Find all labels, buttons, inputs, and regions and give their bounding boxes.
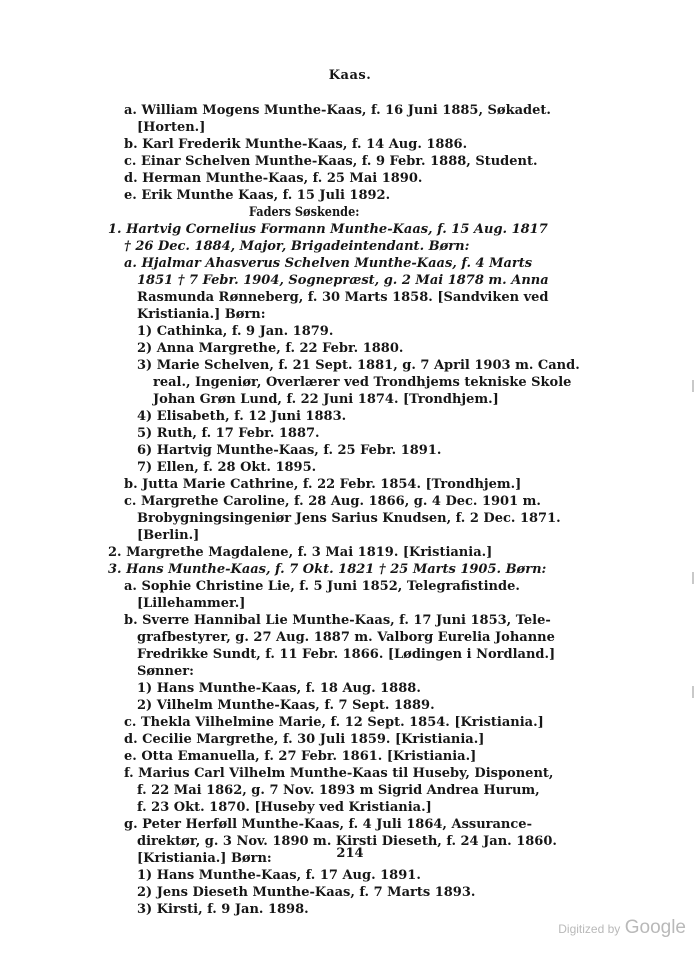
entry-line: 6) Hartvig Munthe-Kaas, f. 25 Febr. 1891. xyxy=(137,443,442,458)
entry-line: a. Sophie Christine Lie, f. 5 Juni 1852, Telegrafistinde. xyxy=(124,579,520,594)
entry-line: 1) Hans Munthe-Kaas, f. 18 Aug. 1888. xyxy=(137,681,421,696)
entry-line: 2) Vilhelm Munthe-Kaas, f. 7 Sept. 1889. xyxy=(137,698,435,713)
entry-line: Sønner: xyxy=(137,664,194,679)
watermark-brand: Google xyxy=(624,917,686,938)
entry-line: Kristiania.] Børn: xyxy=(137,307,266,322)
entry-line: 1) Cathinka, f. 9 Jan. 1879. xyxy=(137,324,334,339)
entry-line: c. Thekla Vilhelmine Marie, f. 12 Sept. 1854. [Kristiania.] xyxy=(124,715,544,730)
entry-line: [Lillehammer.] xyxy=(137,596,246,611)
entry-line: c. Einar Schelven Munthe-Kaas, f. 9 Febr. 1888, Student. xyxy=(124,154,538,169)
entry-line: 3) Kirsti, f. 9 Jan. 1898. xyxy=(137,902,309,917)
entry-line: b. Jutta Marie Cathrine, f. 22 Febr. 1854. [Trondhjem.] xyxy=(124,477,522,492)
entry-line: 1) Hans Munthe-Kaas, f. 17 Aug. 1891. xyxy=(137,868,421,883)
entry-line: g. Peter Herføll Munthe-Kaas, f. 4 Juli 1864, Assurance- xyxy=(124,817,532,832)
entry-line: [Berlin.] xyxy=(137,528,200,543)
entry-line: f. 22 Mai 1862, g. 7 Nov. 1893 m Sigrid Andrea Hurum, xyxy=(137,783,540,798)
entry-line: 2. Margrethe Magdalene, f. 3 Mai 1819. [Kristiania.] xyxy=(108,545,493,560)
entry-line: 5) Ruth, f. 17 Febr. 1887. xyxy=(137,426,320,441)
entry-line: 1. Hartvig Cornelius Formann Munthe-Kaas, f. 15 Aug. 1817 xyxy=(108,222,548,237)
entry-line: e. Erik Munthe Kaas, f. 15 Juli 1892. xyxy=(124,188,391,203)
entry-line: 4) Elisabeth, f. 12 Juni 1883. xyxy=(137,409,347,424)
digitized-watermark xyxy=(558,917,686,939)
section-heading: Faders Søskende: xyxy=(248,205,360,220)
entry-line: † 26 Dec. 1884, Major, Brigadeintendant. Børn: xyxy=(124,239,470,254)
page-edge-mark xyxy=(692,380,694,392)
entry-line: 1851 † 7 Febr. 1904, Sognepræst, g. 2 Mai 1878 m. Anna xyxy=(137,273,549,288)
entry-line: c. Margrethe Caroline, f. 28 Aug. 1866, g. 4 Dec. 1901 m. xyxy=(124,494,541,509)
page-title: Kaas. xyxy=(328,68,372,83)
entry-line: [Horten.] xyxy=(137,120,206,135)
entry-line: grafbestyrer, g. 27 Aug. 1887 m. Valborg Eurelia Johanne xyxy=(137,630,555,645)
entry-line: 7) Ellen, f. 28 Okt. 1895. xyxy=(137,460,317,475)
page-edge-mark xyxy=(692,572,694,584)
entry-line: 2) Jens Dieseth Munthe-Kaas, f. 7 Marts 1893. xyxy=(137,885,476,900)
entry-line: Johan Grøn Lund, f. 22 Juni 1874. [Trondhjem.] xyxy=(153,392,499,407)
entry-line: f. Marius Carl Vilhelm Munthe-Kaas til Huseby, Disponent, xyxy=(124,766,554,781)
entry-line: 3) Marie Schelven, f. 21 Sept. 1881, g. 7 April 1903 m. Cand. xyxy=(137,358,580,373)
entry-line: b. Sverre Hannibal Lie Munthe-Kaas, f. 17 Juni 1853, Tele- xyxy=(124,613,551,628)
entry-line: real., Ingeniør, Overlærer ved Trondhjems tekniske Skole xyxy=(153,375,572,390)
entry-line: Brobygningsingeniør Jens Sarius Knudsen, f. 2 Dec. 1871. xyxy=(137,511,561,526)
entry-line: a. Hjalmar Ahasverus Schelven Munthe-Kaas, f. 4 Marts xyxy=(124,256,533,271)
entry-line: Rasmunda Rønneberg, f. 30 Marts 1858. [Sandviken ved xyxy=(137,290,549,305)
entry-line: f. 23 Okt. 1870. [Huseby ved Kristiania.] xyxy=(137,800,432,815)
entry-line: b. Karl Frederik Munthe-Kaas, f. 14 Aug. 1886. xyxy=(124,137,468,152)
entry-line: direktør, g. 3 Nov. 1890 m. Kirsti Dieseth, f. 24 Jan. 1860. xyxy=(137,834,557,849)
watermark-prefix: Digitized by xyxy=(558,922,621,936)
page-number: 214 xyxy=(336,846,364,861)
entry-line: d. Cecilie Margrethe, f. 30 Juli 1859. [Kristiania.] xyxy=(124,732,485,747)
entry-line: 2) Anna Margrethe, f. 22 Febr. 1880. xyxy=(137,341,404,356)
entry-line: e. Otta Emanuella, f. 27 Febr. 1861. [Kristiania.] xyxy=(124,749,477,764)
entry-line: Fredrikke Sundt, f. 11 Febr. 1866. [Lødingen i Nordland.] xyxy=(137,647,556,662)
entry-line: [Kristiania.] Børn: xyxy=(137,851,272,866)
page-edge-mark xyxy=(692,686,694,698)
entry-line: d. Herman Munthe-Kaas, f. 25 Mai 1890. xyxy=(124,171,423,186)
entry-line: a. William Mogens Munthe-Kaas, f. 16 Juni 1885, Søkadet. xyxy=(124,103,551,118)
entry-line: 3. Hans Munthe-Kaas, f. 7 Okt. 1821 † 25 Marts 1905. Børn: xyxy=(108,562,547,577)
